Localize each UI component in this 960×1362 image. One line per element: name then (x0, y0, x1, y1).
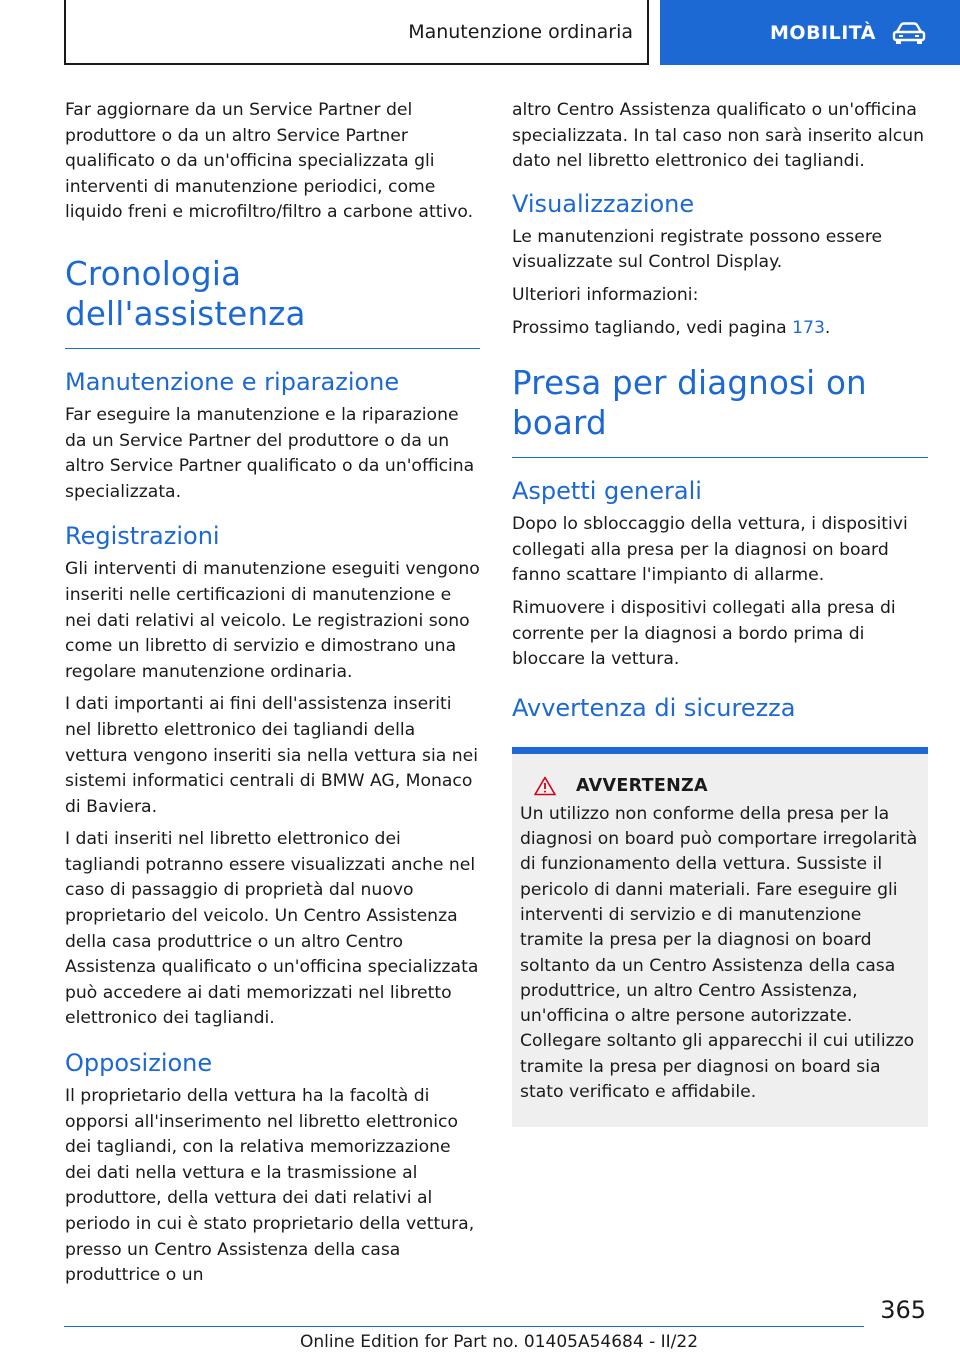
edition-note: Online Edition for Part no. 01405A54684 - II/22 (300, 1332, 699, 1352)
paragraph: Ulteriori informazioni: (512, 284, 699, 305)
paragraph: Le manutenzioni registrate possono essere visualizzate sul Control Display. (512, 226, 883, 273)
right-column (512, 98, 928, 1127)
section-title-maintenance: Manutenzione e riparazione (65, 367, 400, 396)
section-title-safety: Avvertenza di sicurezza (512, 693, 796, 722)
warning-text: Un utilizzo non conforme della presa per la diagnosi on board può comportare irregolarità di funzionamento della vettura. Sussiste il pericolo di danni materiali. Fare eseguire gli interventi di servizio e di manutenzione tramite la presa per la diagnosi on board soltanto da un Centro Assistenza della casa produttrice, un altro Centro Assistenza, un'officina o altre persone autorizzate. Collegare soltanto gli apparecchi il cui utilizzo tramite la presa per diagnosi on board sia stato verificato e affidabile. (520, 803, 918, 1102)
section-title-general: Aspetti generali (512, 477, 702, 506)
section-title-display: Visualizzazione (512, 189, 695, 218)
paragraph: Il proprietario della vettura ha la facoltà di opporsi all'inserimento nel libretto elettronico dei tagliandi, con la relativa memorizzazione dei dati nella vettura e la trasmissione al produttore, della vettura dei dati relativi al periodo in cui è stato proprietario della vettura, presso un Centro Assistenza della casa produttrice o un (65, 1086, 475, 1286)
left-column (65, 98, 480, 1296)
intro-paragraph: Far aggiornare da un Service Partner del produttore o da un altro Service Partner qualificato o da un'officina specializzata gli interventi di manutenzione periodici, come liquido freni e microfiltro/filtro a carbone attivo. (65, 100, 474, 223)
section-title-registrations: Registrazioni (65, 522, 220, 551)
paragraph: Gli interventi di manutenzione eseguiti vengono inseriti nelle certificazioni di manutenzione e nei dati relativi al veicolo. Le registrazioni sono come un libretto di servizio e dimostrano una regolare manutenzione ordinaria. (65, 559, 480, 682)
chapter-title-obd: Presa per diagnosi on board (512, 363, 928, 458)
section-title-opposition: Opposizione (65, 1049, 213, 1078)
chapter-title-history: Cronologia dell'assistenza (65, 254, 480, 349)
section-title: Manutenzione ordinaria (408, 20, 633, 43)
paragraph: Far eseguire la manutenzione e la riparazione da un Service Partner del produttore o da un altro Service Partner qualificato o da un'officina specializzata. (65, 404, 475, 502)
warning-box (512, 747, 928, 1128)
paragraph: Dopo lo sbloccaggio della vettura, i dispositivi collegati alla presa per la diagnosi on board fanno scattare l'impianto di allarme. (512, 514, 908, 586)
paragraph: I dati inseriti nel libretto elettronico dei tagliandi potranno essere visualizzati anche nel caso di passaggio di proprietà dal nuovo proprietario del veicolo. Un Centro Assistenza della casa produttrice o un altro Centro Assistenza qualificato o un'officina specializzata può accedere ai dati memorizzati nel libretto elettronico dei tagliandi. (65, 829, 479, 1029)
continued-paragraph: altro Centro Assistenza qualificato o un'officina specializzata. In tal caso non sarà inserito alcun dato nel libretto elettronico dei tagliandi. (512, 100, 924, 172)
car-icon (892, 21, 926, 45)
section-header (64, 0, 649, 65)
chapter-label: MOBILITÀ (770, 21, 876, 44)
page-link[interactable]: 173 (792, 317, 825, 338)
warning-label: AVVERTENZA (576, 775, 708, 796)
warning-triangle-icon (534, 776, 556, 796)
paragraph: I dati importanti ai fini dell'assistenza inseriti nel libretto elettronico dei tagliandi della vettura vengono inseriti sia nella vettura sia nei sistemi informatici centrali di BMW AG, Monaco di Baviera. (65, 694, 479, 817)
page-number: 365 (880, 1296, 926, 1324)
paragraph: Rimuovere i dispositivi collegati alla presa di corrente per la diagnosi a bordo prima di bloccare la vettura. (512, 597, 896, 670)
warning-header (520, 776, 918, 796)
chapter-tab (660, 0, 960, 65)
footer-divider (64, 1326, 864, 1327)
page-reference: Prossimo tagliando, vedi pagina 173. (512, 317, 831, 338)
